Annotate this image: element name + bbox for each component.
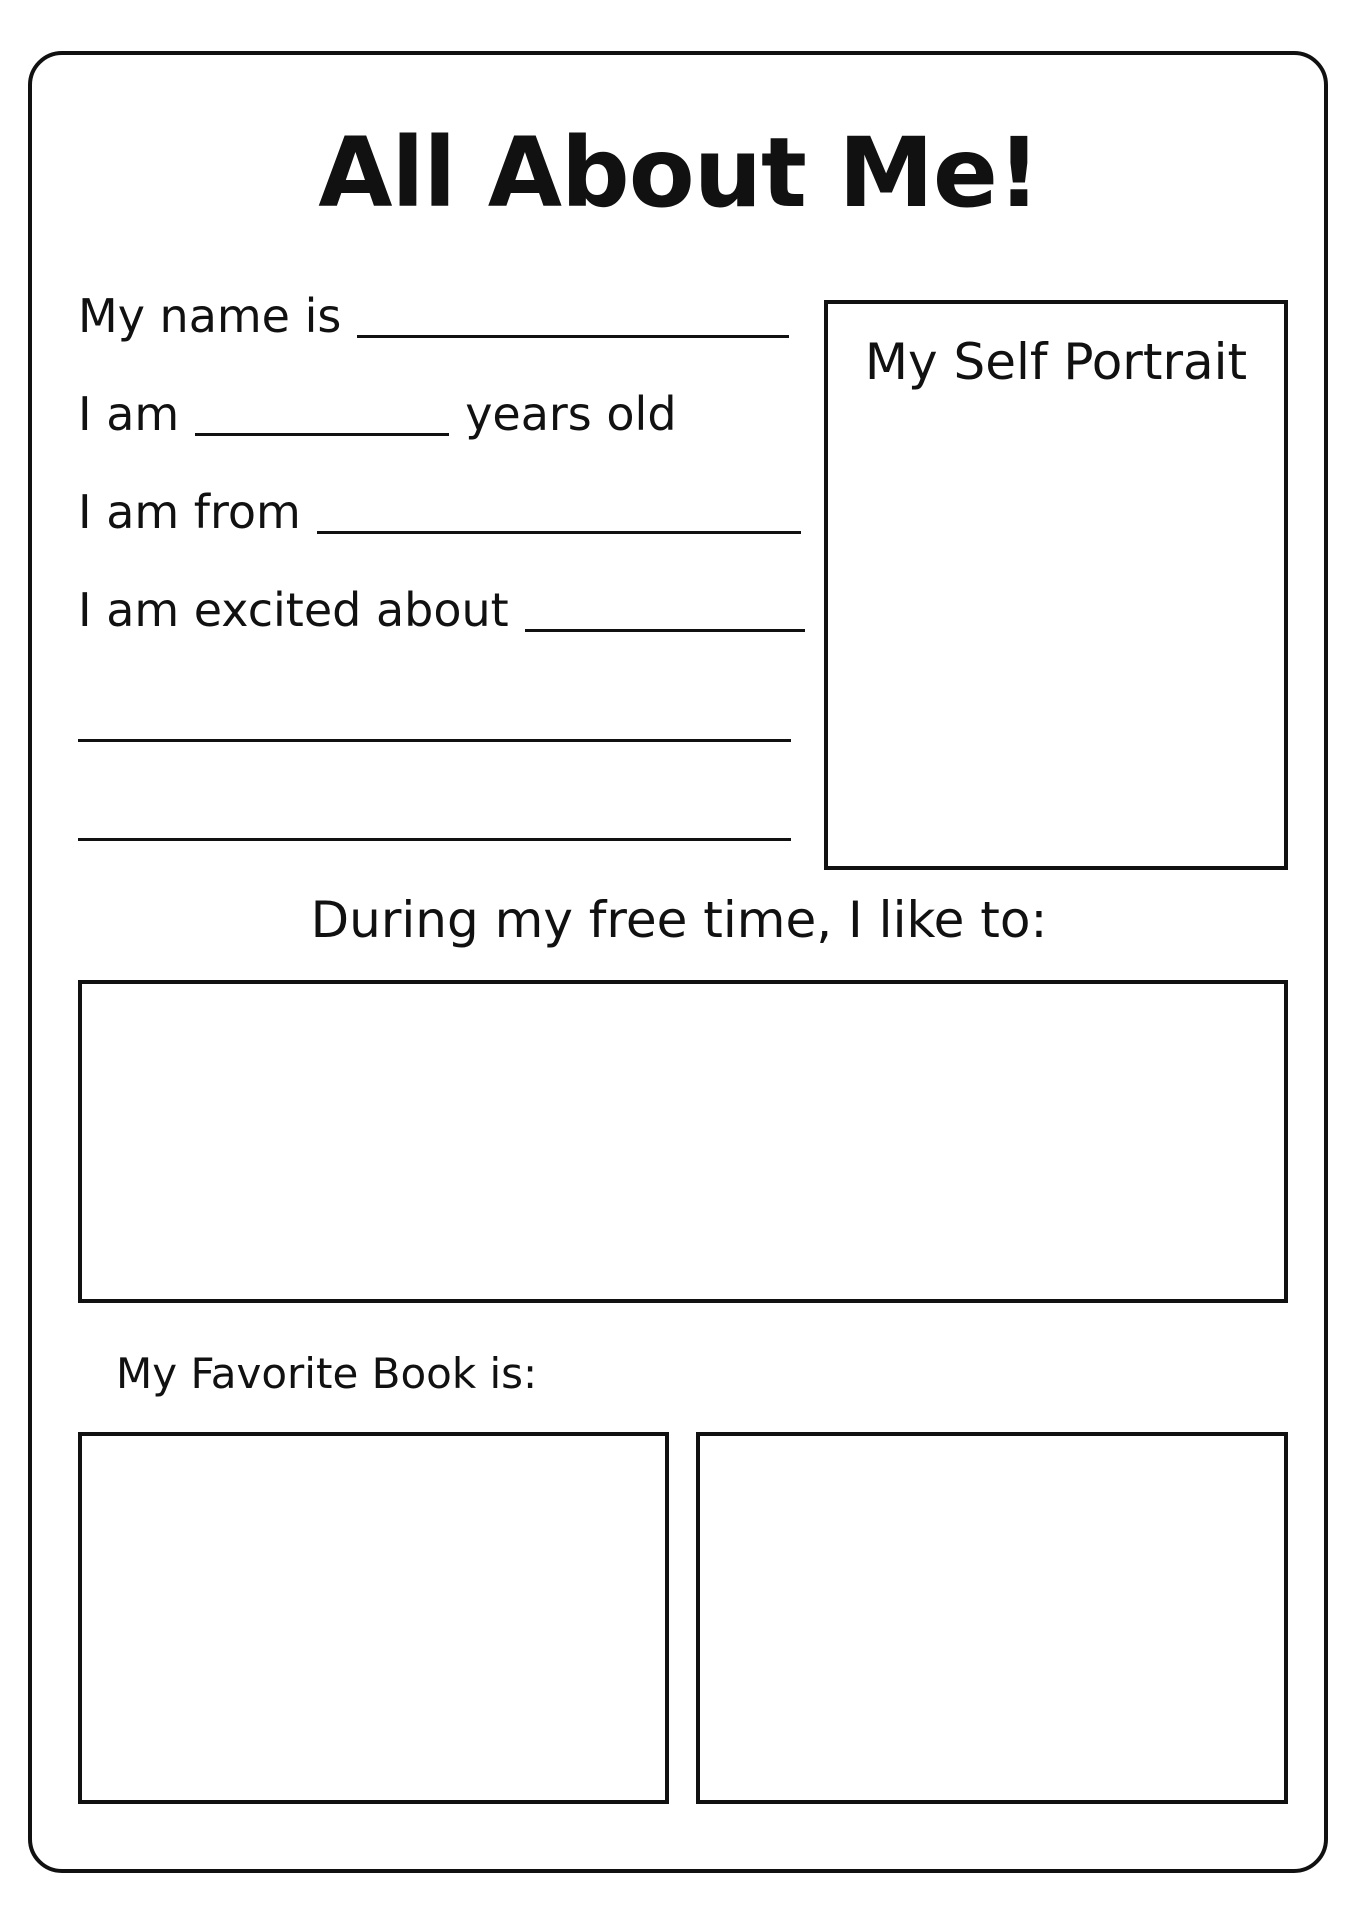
age-blank[interactable] [195, 393, 449, 436]
favorite-book-box-right[interactable] [696, 1432, 1288, 1804]
excited-row [78, 578, 805, 638]
free-time-label: During my free time, I like to: [310, 891, 1048, 949]
name-label: My name is [78, 289, 342, 343]
age-label: I am [78, 387, 180, 441]
free-time-box[interactable] [78, 980, 1288, 1303]
name-blank[interactable] [357, 295, 789, 338]
self-portrait-label: My Self Portrait [864, 333, 1248, 391]
writing-line-2[interactable] [78, 838, 791, 841]
excited-label: I am excited about [78, 583, 509, 637]
name-row [78, 284, 789, 344]
page-title: All About Me! [318, 117, 1040, 229]
from-label: I am from [78, 485, 301, 539]
writing-line-1[interactable] [78, 739, 791, 742]
favorite-book-label: My Favorite Book is: [116, 1349, 538, 1398]
age-suffix-label: years old [465, 387, 677, 441]
favorite-book-box-left[interactable] [78, 1432, 669, 1804]
self-portrait-box[interactable] [824, 300, 1288, 870]
from-blank[interactable] [317, 491, 801, 534]
from-row [78, 480, 801, 540]
age-row [78, 382, 677, 442]
excited-blank[interactable] [525, 589, 805, 632]
